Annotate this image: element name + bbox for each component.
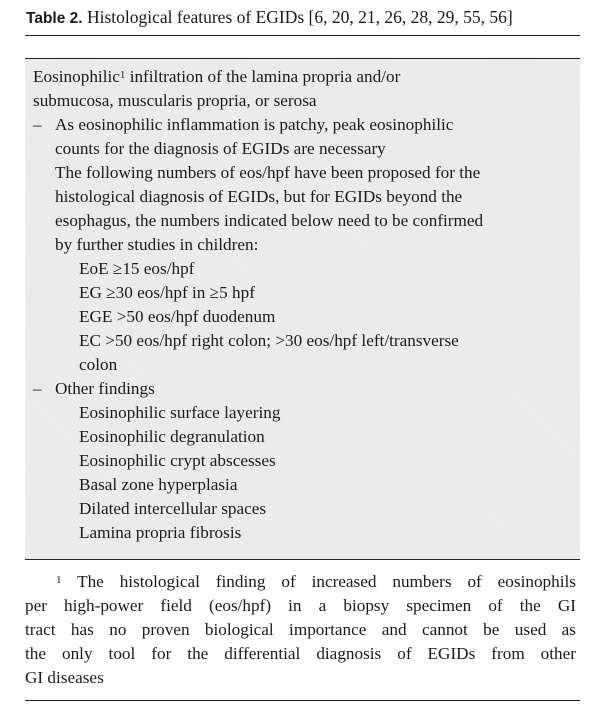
table-body — [25, 58, 580, 559]
footnote-line-3: tract has no proven biological importance and cannot be used as — [25, 620, 576, 639]
item1-line-5: esophagus, the numbers indicated below need to be confirmed — [55, 211, 484, 230]
item1-line-6: by further studies in children: — [55, 235, 259, 254]
footnote-text-1: The histological finding of increased numbers of eosinophils — [77, 572, 576, 591]
intro-line-2: submucosa, muscularis propria, or serosa — [33, 91, 317, 110]
table-2 — [25, 6, 580, 701]
caption-rule — [25, 35, 580, 36]
item1-line-4: histological diagnosis of EGIDs, but for EGIDs beyond the — [55, 187, 463, 206]
threshold-list — [33, 257, 572, 377]
finding-crypt-abscesses: Eosinophilic crypt abscesses — [79, 451, 276, 470]
finding-basal-zone-hyperplasia: Basal zone hyperplasia — [79, 475, 238, 494]
list-item-patchy — [33, 113, 572, 257]
threshold-ege: EGE >50 eos/hpf duodenum — [79, 307, 276, 326]
table-footnote — [25, 559, 580, 700]
item1-line-1: As eosinophilic inflammation is patchy, peak eosinophilic — [55, 115, 454, 134]
finding-degranulation: Eosinophilic degranulation — [79, 427, 265, 446]
finding-dilated-spaces: Dilated intercellular spaces — [79, 499, 267, 518]
table-title: Histological features of EGIDs [6, 20, 21, 26, 28, 29, 55, 56] — [82, 7, 513, 27]
threshold-ec-continued: colon — [79, 355, 118, 374]
threshold-eg: EG ≥30 eos/hpf in ≥5 hpf — [79, 283, 255, 302]
list-item-other-findings — [33, 377, 572, 401]
intro-line-1 — [33, 65, 572, 89]
other-findings-list — [33, 401, 572, 545]
table-caption — [25, 6, 580, 35]
threshold-ec: EC >50 eos/hpf right colon; >30 eos/hpf left/transverse — [79, 331, 459, 350]
item1-line-3: The following numbers of eos/hpf have been proposed for the — [55, 163, 481, 182]
footnote-line-4: the only tool for the differential diagnosis of EGIDs from other — [25, 644, 576, 663]
other-findings-label: Other findings — [55, 379, 155, 398]
footnote-line-5: GI diseases — [25, 668, 104, 687]
intro-text-end: infiltration of the lamina propria and/or — [125, 67, 401, 86]
dash-marker: – — [33, 379, 42, 398]
dash-marker: – — [33, 115, 42, 134]
footnote-marker: 1 — [56, 574, 62, 586]
footnote-line-2: per high-power field (eos/hpf) in a biopsy specimen of the GI — [25, 596, 576, 615]
finding-lamina-propria-fibrosis: Lamina propria fibrosis — [79, 523, 242, 542]
intro-text-start: Eosinophilic — [33, 67, 120, 86]
footnote-line-1 — [25, 570, 576, 594]
footnote-ref: 1 — [119, 69, 126, 81]
item1-line-2: counts for the diagnosis of EGIDs are necessary — [55, 139, 386, 158]
table-bottom-rule — [25, 700, 580, 701]
table-label: Table 2. — [26, 10, 83, 27]
finding-surface-layering: Eosinophilic surface layering — [79, 403, 281, 422]
threshold-eoe: EoE ≥15 eos/hpf — [79, 259, 195, 278]
